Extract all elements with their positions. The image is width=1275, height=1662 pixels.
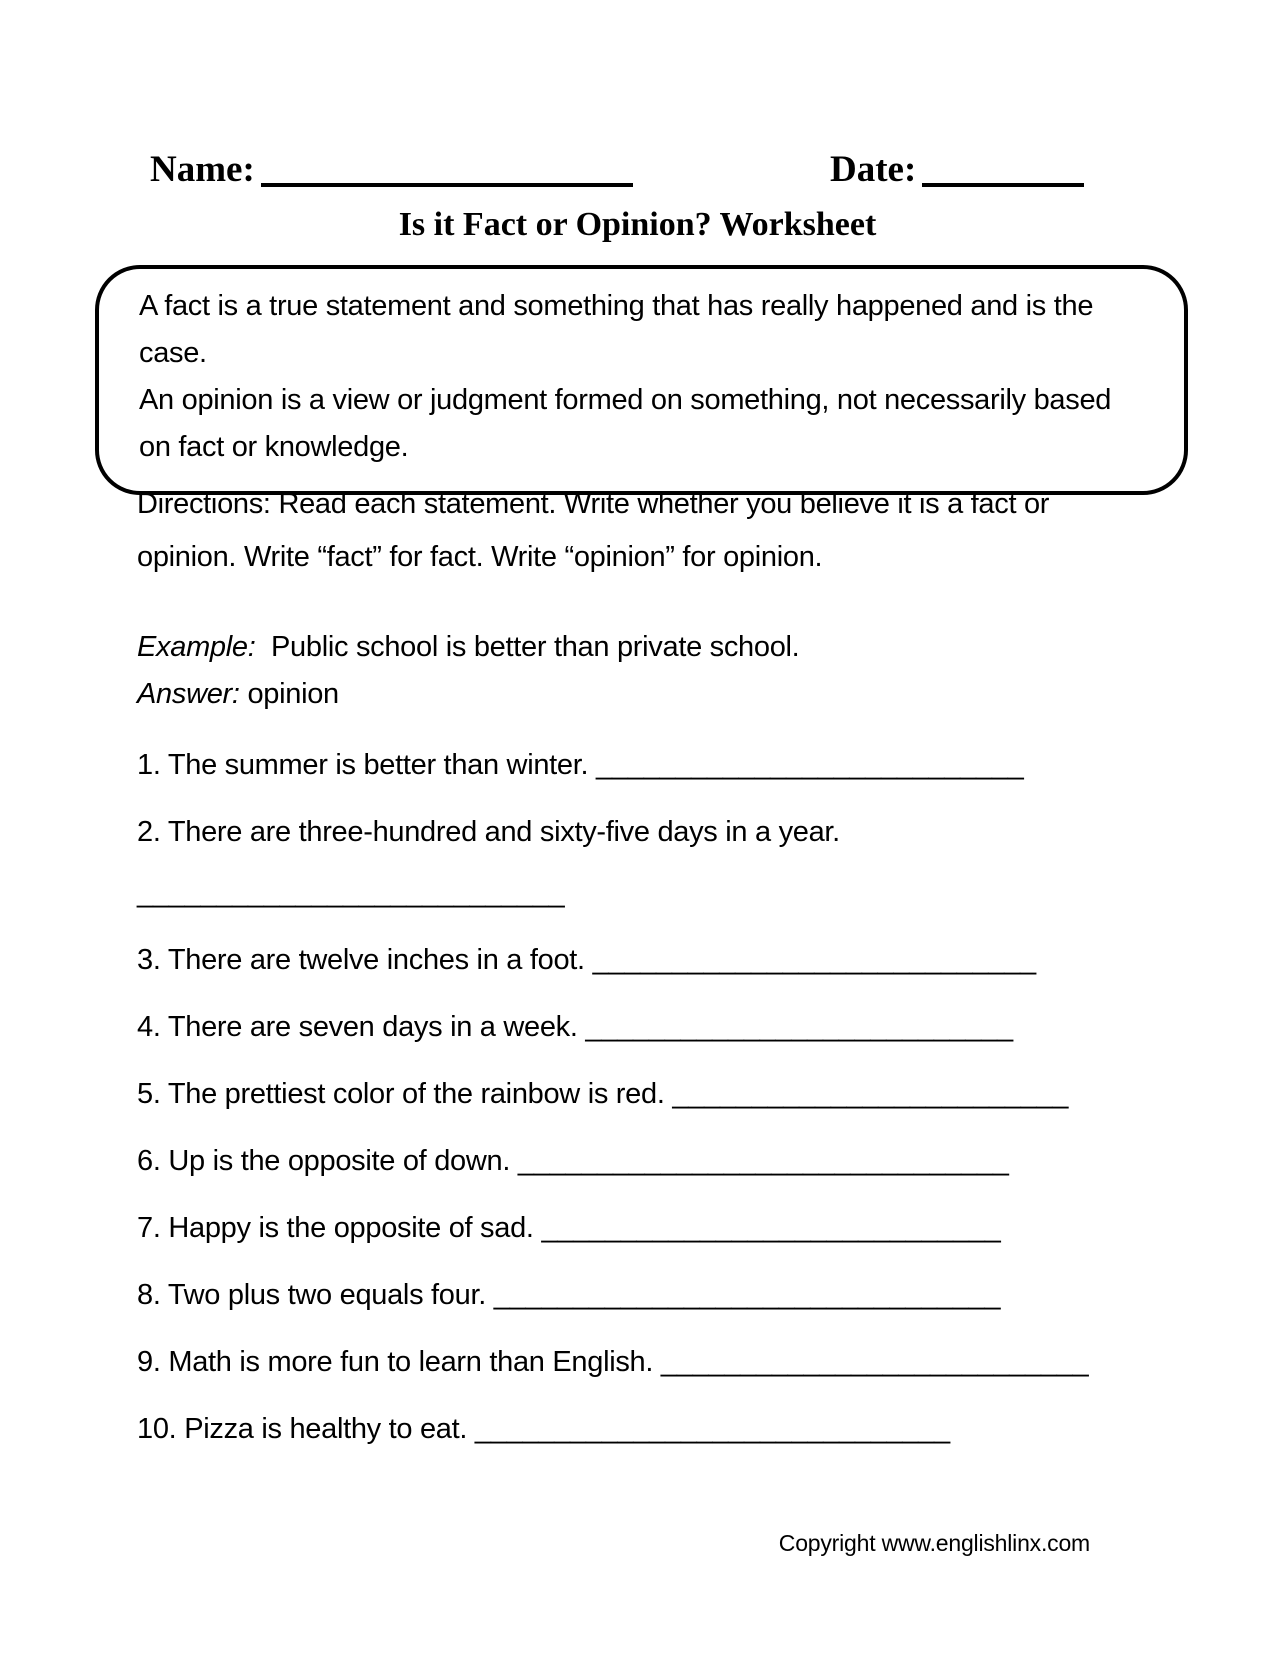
item-text: The summer is better than winter. — [167, 749, 589, 781]
item-blank-line: ______________________________ — [474, 1413, 950, 1445]
item-text: Pizza is healthy to eat. — [184, 1413, 468, 1445]
example-label: Example: — [137, 631, 256, 663]
example-block — [137, 624, 1147, 718]
item-number: 4. — [137, 1011, 161, 1043]
list-item — [137, 1010, 1183, 1044]
item-text: Happy is the opposite of sad. — [168, 1212, 534, 1244]
date-label: Date: — [830, 149, 917, 190]
item-blank-line: _______________________________ — [517, 1145, 1009, 1177]
item-number: 2. — [137, 816, 161, 848]
page-title: Is it Fact or Opinion? Worksheet — [398, 206, 877, 243]
item-text: Math is more fun to learn than English. — [168, 1346, 654, 1378]
list-item — [137, 1412, 1183, 1446]
answer-line — [137, 671, 1147, 718]
item-text: There are three-hundred and sixty-five days in a year. — [167, 816, 840, 848]
item-text: There are seven days in a week. — [167, 1011, 578, 1043]
list-item — [137, 1345, 1183, 1379]
fact-definition: A fact is a true statement and something that has really happened and is the case. — [139, 290, 1094, 369]
list-item — [137, 1211, 1183, 1245]
name-label: Name: — [150, 149, 255, 190]
list-item — [137, 1144, 1183, 1178]
item-number: 6. — [137, 1145, 161, 1177]
directions-text: Directions: Read each statement. Write whether you believe it is a fact or opinion. Write “fact” for fact. Write “opinion” for opinion. — [137, 488, 1050, 573]
item-text: Up is the opposite of down. — [168, 1145, 511, 1177]
opinion-definition: An opinion is a view or judgment formed on something, not necessarily based on fact or knowledge. — [139, 384, 1112, 463]
list-item — [137, 1278, 1183, 1312]
item-number: 9. — [137, 1346, 161, 1378]
list-item — [137, 1077, 1183, 1111]
item-text: There are twelve inches in a foot. — [167, 944, 585, 976]
item-number: 1. — [137, 749, 161, 781]
copyright-text: Copyright www.englishlinx.com — [778, 1530, 1090, 1556]
item-number: 5. — [137, 1078, 161, 1110]
item-blank-line: ___________________________ — [596, 749, 1024, 781]
list-item — [137, 943, 1183, 977]
example-text: Public school is better than private school. — [271, 631, 800, 663]
item-blank-line: ___________________________ — [585, 1011, 1013, 1043]
item-blank-line: ________________________________ — [493, 1279, 1001, 1311]
list-item — [137, 815, 1183, 910]
item-number: 10. — [137, 1413, 177, 1445]
name-blank-line — [261, 183, 633, 187]
item-number: 7. — [137, 1212, 161, 1244]
item-blank-line: _____________________________ — [541, 1212, 1001, 1244]
item-number: 8. — [137, 1279, 161, 1311]
name-field-group — [150, 148, 633, 191]
answer-label: Answer: — [137, 678, 240, 710]
list-item — [137, 748, 1183, 782]
date-field-group — [830, 148, 1084, 191]
item-text: Two plus two equals four. — [167, 1279, 486, 1311]
item-number: 3. — [137, 944, 161, 976]
item-blank-line: ___________________________ — [137, 877, 565, 909]
item-blank-line: _________________________ — [672, 1078, 1069, 1110]
item-text: The prettiest color of the rainbow is red. — [167, 1078, 665, 1110]
date-blank-line — [922, 183, 1084, 187]
answer-text: opinion — [247, 678, 339, 710]
item-blank-line: ___________________________ — [660, 1346, 1089, 1378]
item-blank-line: ____________________________ — [592, 944, 1036, 976]
worksheet-header — [0, 148, 1275, 208]
statement-list — [137, 748, 1183, 1479]
definition-box — [95, 265, 1188, 495]
example-line — [137, 624, 1147, 671]
